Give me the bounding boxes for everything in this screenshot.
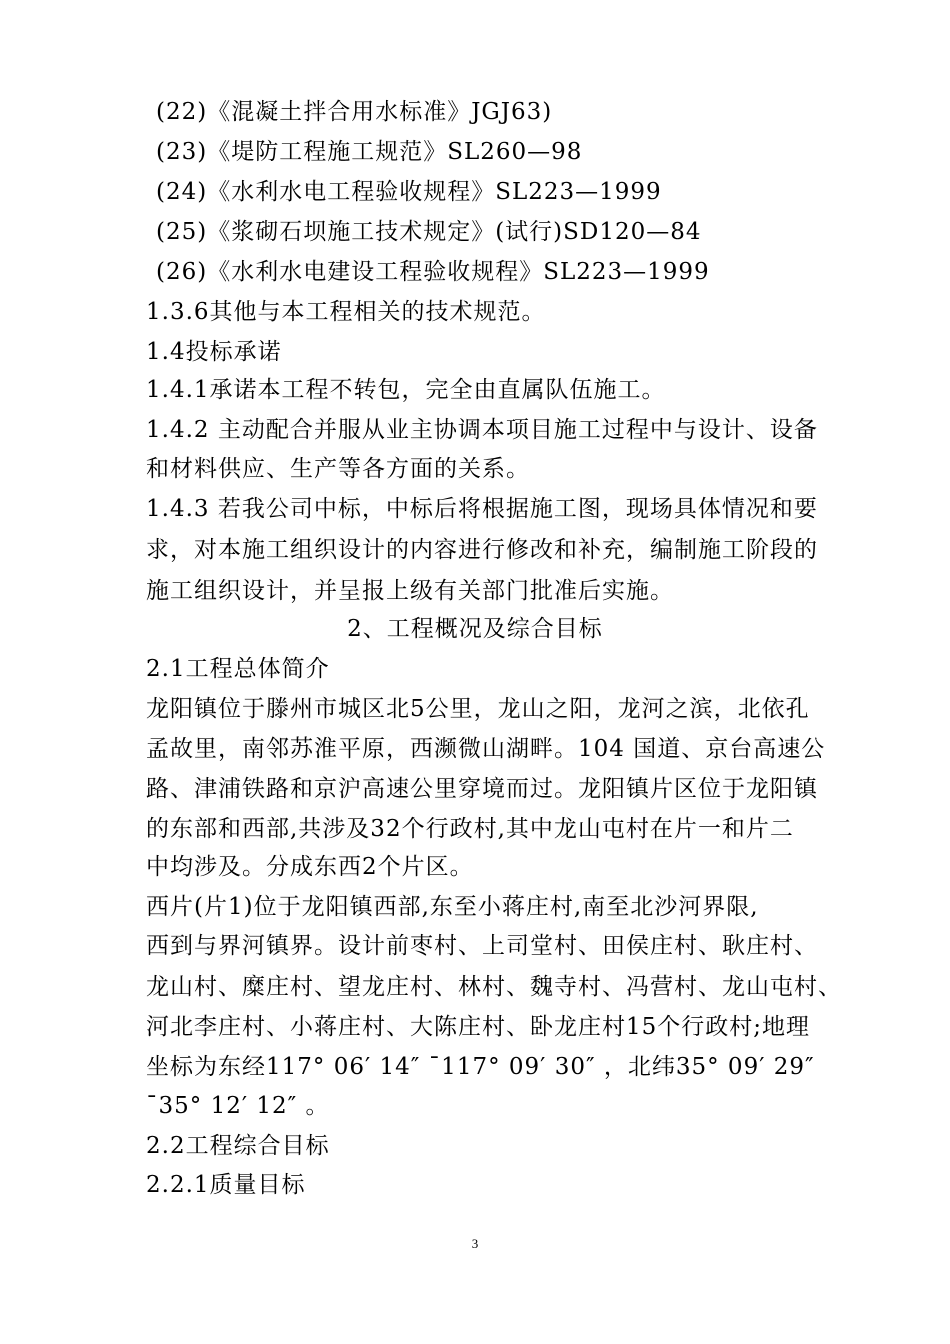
text-line: 坐标为东经117° 06′ 14″ ¯117° 09′ 30″ ，北纬35° 09′ 29″ (146, 1054, 815, 1080)
text-line: (25)《浆砌石坝施工技术规定》(试行)SD120—84 (156, 219, 702, 245)
text-line: (23)《堤防工程施工规范》SL260—98 (156, 139, 583, 165)
text-line: 1.4.1承诺本工程不转包，完全由直属队伍施工。 (146, 377, 666, 403)
text-line: 2.2.1质量目标 (146, 1172, 306, 1198)
page-number: 3 (471, 1236, 479, 1251)
text-line: 1.4.3 若我公司中标，中标后将根据施工图，现场具体情况和要 (146, 496, 818, 522)
text-line: 龙阳镇位于滕州市城区北5公里，龙山之阳，龙河之滨，北依孔 (146, 696, 810, 722)
text-line: 1.4投标承诺 (146, 339, 282, 365)
text-line: 河北李庄村、小蒋庄村、大陈庄村、卧龙庄村15个行政村;地理 (146, 1014, 811, 1040)
text-line: (24)《水利水电工程验收规程》SL223—1999 (156, 179, 662, 205)
text-line: (22)《混凝土拌合用水标准》JGJ63) (156, 99, 553, 125)
text-line: 的东部和西部,共涉及32个行政村,其中龙山屯村在片一和片二 (146, 816, 794, 842)
text-line: 西到与界河镇界。设计前枣村、上司堂村、田侯庄村、耿庄村、 (146, 933, 818, 959)
text-line: 孟故里，南邻苏淮平原，西濒微山湖畔。104 国道、京台高速公 (146, 736, 826, 762)
text-line: 路、津浦铁路和京沪高速公里穿境而过。龙阳镇片区位于龙阳镇 (146, 776, 818, 802)
text-line: 2.2工程综合目标 (146, 1133, 330, 1159)
text-line: 施工组织设计，并呈报上级有关部门批准后实施。 (146, 578, 674, 604)
text-line: 1.4.2 主动配合并服从业主协调本项目施工过程中与设计、设备 (146, 417, 818, 443)
text-line: 龙山村、糜庄村、望龙庄村、林村、魏寺村、冯营村、龙山屯村、 (146, 974, 842, 1000)
text-line: 1.3.6其他与本工程相关的技术规范。 (146, 299, 546, 325)
text-line: 2.1工程总体简介 (146, 656, 330, 682)
text-line: 和材料供应、生产等各方面的关系。 (146, 456, 530, 482)
text-line: 西片(片1)位于龙阳镇西部,东至小蒋庄村,南至北沙河界限, (146, 894, 759, 920)
section-heading: 2、工程概况及综合目标 (347, 616, 603, 642)
text-line: 中均涉及。分成东西2个片区。 (146, 854, 474, 880)
text-line: ¯35° 12′ 12″ 。 (146, 1093, 330, 1119)
text-line: 求，对本施工组织设计的内容进行修改和补充，编制施工阶段的 (146, 537, 818, 563)
text-line: (26)《水利水电建设工程验收规程》SL223—1999 (156, 259, 710, 285)
